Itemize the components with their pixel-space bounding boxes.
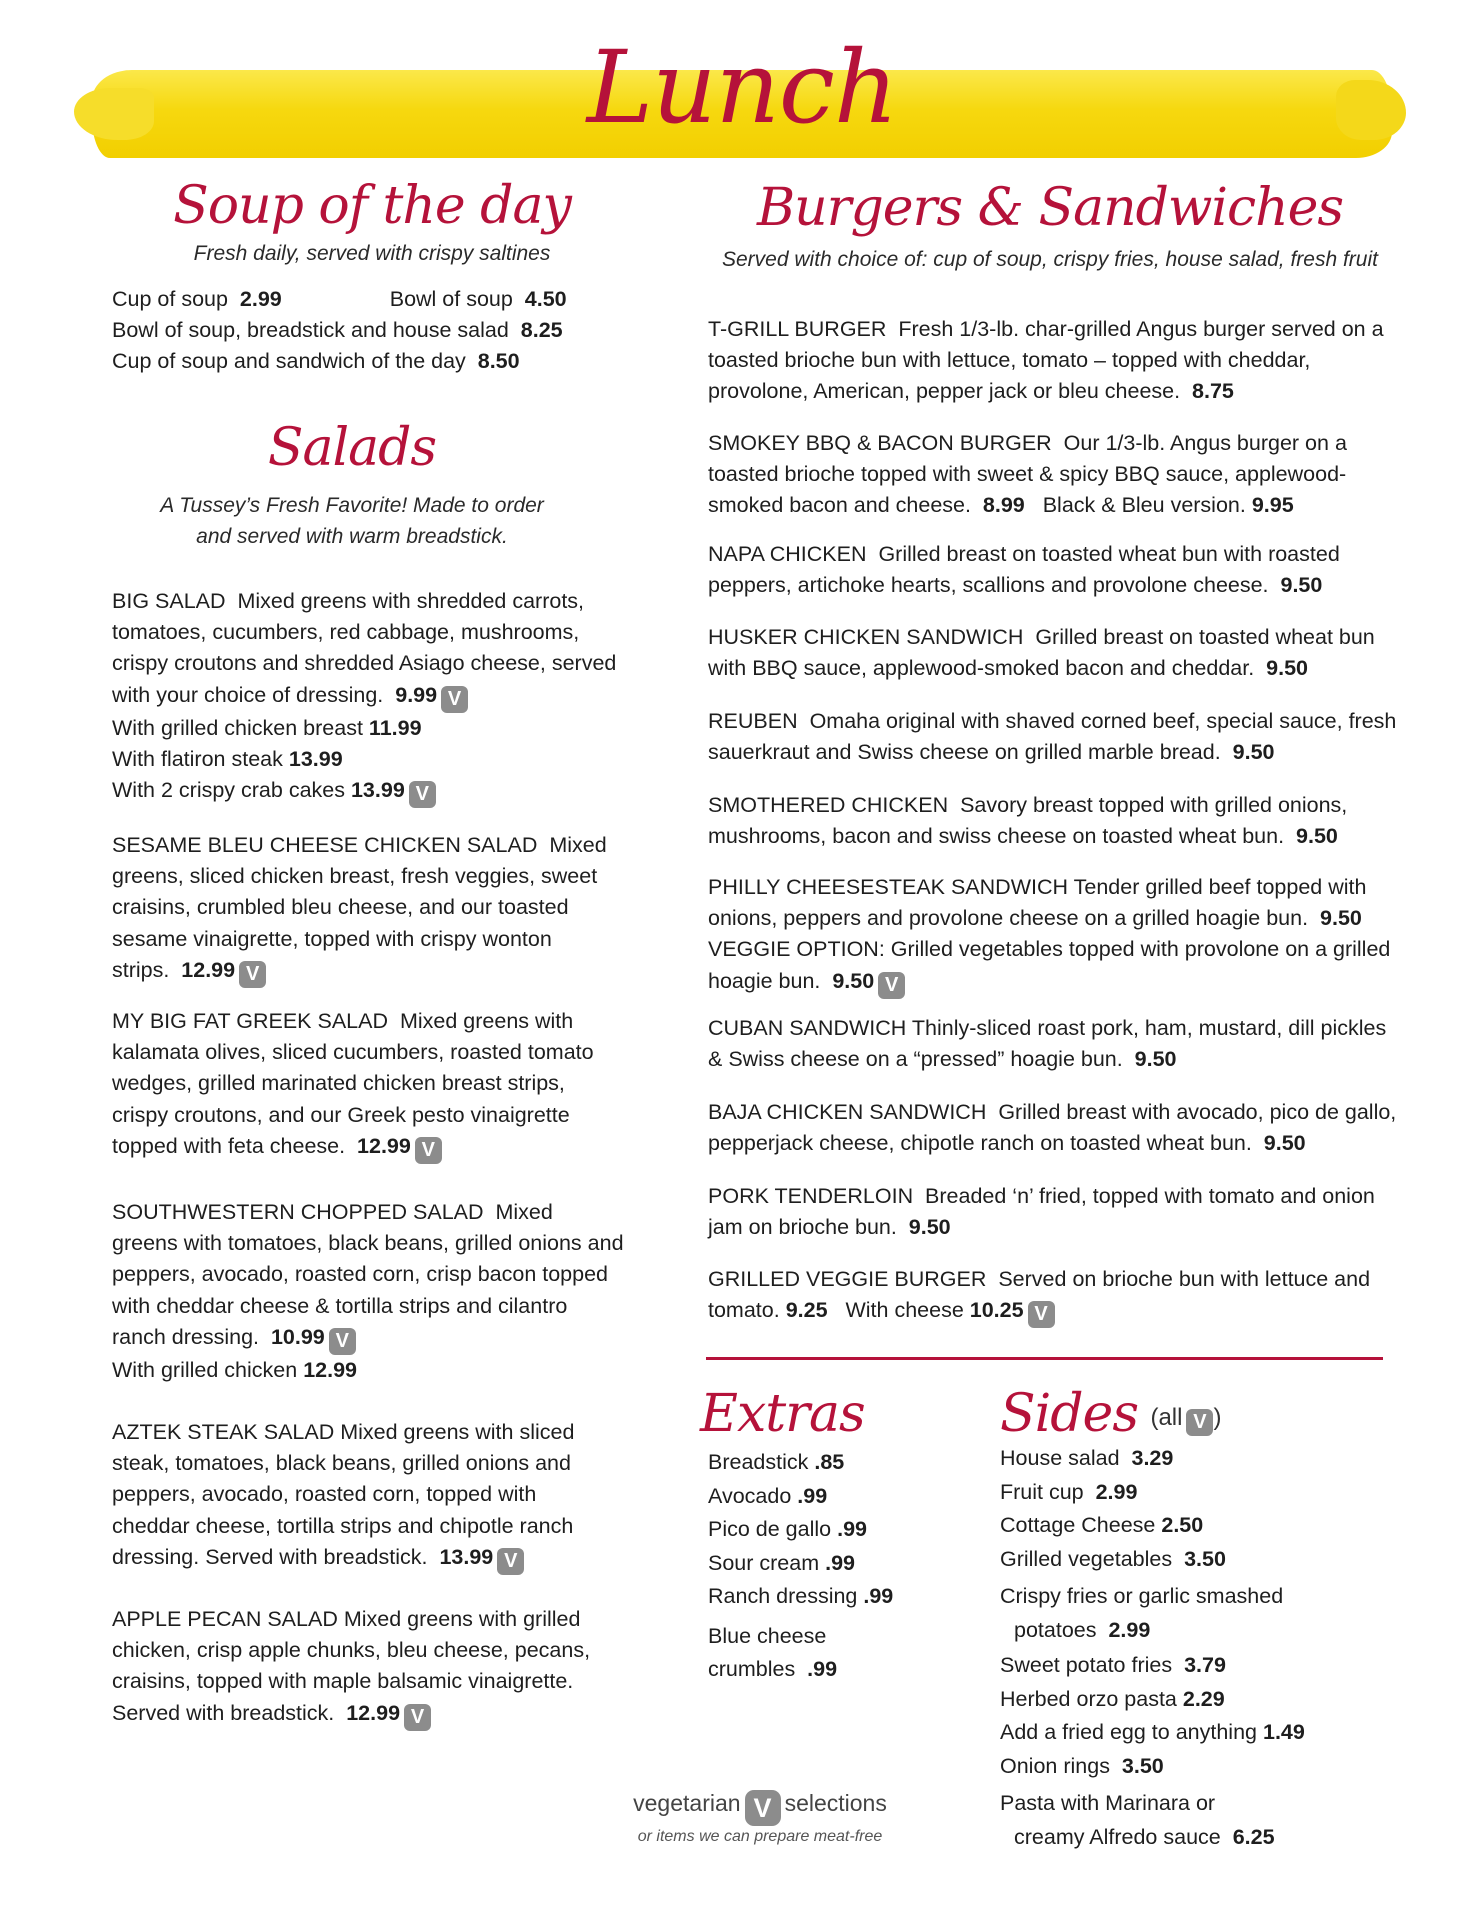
burgers-heading: Burgers & Sandwiches (756, 178, 1344, 238)
burger-item-smothered-chicken: SMOTHERED CHICKEN Savory breast topped with grilled onions, mushrooms, bacon and swiss cheese on toasted wheat bun. 9.50 (708, 793, 1348, 849)
section-divider (706, 1357, 1383, 1360)
list-item: Ranch dressing .99 (708, 1584, 894, 1608)
salad-item-southwestern: SOUTHWESTERN CHOPPED SALAD Mixed greens with tomatoes, black beans, grilled onions and peppers, avocado, roasted corn, crisp bacon topped with cheddar cheese & tortilla strips and cilantro ranch dressing. 10.99 V With grilled chicken 12.99 (112, 1197, 624, 1386)
salad-item-apple-pecan: APPLE PECAN SALAD Mixed greens with grilled chicken, crisp apple chunks, bleu cheese, pecans, craisins, topped with maple balsamic vinaigrette. Served with breadstick. 12.99 V (112, 1604, 617, 1731)
burgers-subtitle: Served with choice of: cup of soup, crispy fries, house salad, fresh fruit (722, 248, 1378, 271)
list-item: Breadstick .85 (708, 1450, 845, 1474)
vegetarian-badge: V (1028, 1301, 1055, 1328)
addon-line: With grilled chicken 12.99 (112, 1357, 358, 1382)
sides-heading: Sides (1000, 1384, 1138, 1444)
vegetarian-badge: V (415, 1137, 442, 1164)
extras-list (708, 1446, 968, 1687)
sides-header (1000, 1384, 1260, 1444)
vegetarian-badge: V (239, 961, 266, 988)
list-item: Pasta with Marinara or creamy Alfredo sauce 6.25 (1000, 1791, 1275, 1849)
list-item: Avocado .99 (708, 1483, 828, 1508)
vegetarian-badge: V (329, 1328, 356, 1355)
burger-item-pork-tenderloin: PORK TENDERLOIN Breaded ‘n’ fried, topped with tomato and onion jam on brioche bun. 9.50 (708, 1184, 1375, 1240)
vegetarian-badge: V (441, 686, 468, 713)
burger-item-napa-chicken: NAPA CHICKEN Grilled breast on toasted wheat bun with roasted peppers, artichoke hearts, scallions and provolone cheese. 9.50 (708, 542, 1340, 598)
addon-line: With 2 crispy crab cakes 13.99 V (112, 775, 622, 808)
list-item: Cottage Cheese 2.50 (1000, 1513, 1204, 1537)
burger-item-t-grill: T-GRILL BURGER Fresh 1/3-lb. char-grilled Angus burger served on a toasted brioche bun with lettuce, tomato – topped with cheddar, provolone, American, pepper jack or bleu cheese. 8.75 (708, 317, 1384, 404)
burger-item-philly-cheesesteak: PHILLY CHEESESTEAK SANDWICH Tender grilled beef topped with onions, peppers and provolone cheese on a grilled hoagie bun. 9.50 VEGGIE OPTION: Grilled vegetables topped with provolone on a grilled hoagie bun. 9.50 V (708, 872, 1398, 999)
legend-note: or items we can prepare meat-free (637, 1828, 883, 1845)
vegetarian-badge: V (404, 1704, 431, 1731)
salad-item-aztek: AZTEK STEAK SALAD Mixed greens with sliced steak, tomatoes, black beans, grilled onions and peppers, avocado, roasted corn, topped with cheddar cheese, tortilla strips and chipotle ranch dressing. Served with breadstick. 13.99 V (112, 1417, 617, 1575)
list-item: Grilled vegetables 3.50 (1000, 1546, 1226, 1571)
vegetarian-legend: vegetarian V selections or items we can prepare meat-free (600, 1790, 920, 1846)
list-item: Cup of soup 2.99 Bowl of soup 4.50 (112, 287, 567, 311)
sides-list (1000, 1442, 1340, 1854)
sides-note: (all V ) (1150, 1404, 1221, 1431)
burger-item-baja-chicken: BAJA CHICKEN SANDWICH Grilled breast with avocado, pico de gallo, pepperjack cheese, chipotle ranch on toasted wheat bun. 9.50 (708, 1100, 1397, 1156)
list-item: Blue cheese crumbles .99 (708, 1623, 838, 1681)
salad-item-sesame: SESAME BLEU CHEESE CHICKEN SALAD Mixed greens, sliced chicken breast, fresh veggies, sweet craisins, crumbled bleu cheese, and our toasted sesame vinaigrette, topped with crispy wonton strips. 12.99 V (112, 830, 612, 988)
list-item: Fruit cup 2.99 (1000, 1479, 1138, 1504)
page-title: Lunch (586, 29, 898, 146)
soup-prices (112, 284, 632, 378)
burger-item-cuban: CUBAN SANDWICH Thinly-sliced roast pork, ham, mustard, dill pickles & Swiss cheese on a “pressed” hoagie bun. 9.50 (708, 1016, 1387, 1072)
extras-heading: Extras (700, 1384, 865, 1444)
burger-item-grilled-veggie: GRILLED VEGGIE BURGER Served on brioche bun with lettuce and tomato. 9.25 With cheese 10.25 V (708, 1264, 1398, 1328)
list-item: House salad 3.29 (1000, 1446, 1174, 1470)
addon-line: With grilled chicken breast 11.99 (112, 715, 422, 740)
list-item: Sour cream .99 (708, 1550, 855, 1575)
salads-subtitle: A Tussey’s Fresh Favorite! Made to order and served with warm breadstick. (160, 494, 544, 548)
list-item: Herbed orzo pasta 2.29 (1000, 1686, 1225, 1711)
soup-heading: Soup of the day (173, 176, 571, 236)
list-item: Onion rings 3.50 (1000, 1753, 1164, 1778)
list-item: Sweet potato fries 3.79 (1000, 1653, 1226, 1677)
veggie-option: VEGGIE OPTION: Grilled vegetables topped with provolone on a grilled hoagie bun. 9.50 V (708, 934, 1398, 998)
burger-item-reuben: REUBEN Omaha original with shaved corned beef, special sauce, fresh sauerkraut and Swiss cheese on grilled marble bread. 9.50 (708, 709, 1397, 765)
salad-item-greek: MY BIG FAT GREEK SALAD Mixed greens with kalamata olives, sliced cucumbers, roasted tomato wedges, grilled marinated chicken breast strips, crispy croutons, and our Greek pesto vinaigrette topped with feta cheese. 12.99 V (112, 1006, 624, 1164)
list-item: Cup of soup and sandwich of the day 8.50 (112, 349, 520, 374)
list-item: Crispy fries or garlic smashed potatoes 2.99 (1000, 1584, 1284, 1642)
salads-heading: Salads (267, 418, 437, 478)
addon-line: With flatiron steak 13.99 (112, 746, 343, 771)
list-item: Bowl of soup, breadstick and house salad 8.25 (112, 318, 563, 343)
vegetarian-badge: V (409, 781, 436, 808)
burger-item-husker-chicken: HUSKER CHICKEN SANDWICH Grilled breast on toasted wheat bun with BBQ sauce, applewood-smoked bacon and cheddar. 9.50 (708, 625, 1375, 681)
list-item: Pico de gallo .99 (708, 1517, 867, 1541)
burger-item-smokey-bbq: SMOKEY BBQ & BACON BURGER Our 1/3-lb. Angus burger on a toasted brioche topped with sweet & spicy BBQ sauce, applewood-smoked bacon and cheese. 8.99 Black & Bleu version. 9.95 (708, 431, 1347, 518)
vegetarian-badge: V (878, 972, 905, 999)
vegetarian-badge: V (1186, 1409, 1213, 1436)
vegetarian-badge: V (745, 1790, 781, 1826)
soup-subtitle: Fresh daily, served with crispy saltines (193, 242, 551, 265)
list-item: Add a fried egg to anything 1.49 (1000, 1720, 1305, 1744)
salad-item-big-salad: BIG SALAD Mixed greens with shredded carrots, tomatoes, cucumbers, red cabbage, mushrooms, crispy croutons and shredded Asiago cheese, served with your choice of dressing. 9.99 V With grilled chicken breast 11.99 With flatiron steak 13.99 With 2 crispy crab cakes 13.99 V (112, 586, 622, 808)
vegetarian-badge: V (497, 1548, 524, 1575)
